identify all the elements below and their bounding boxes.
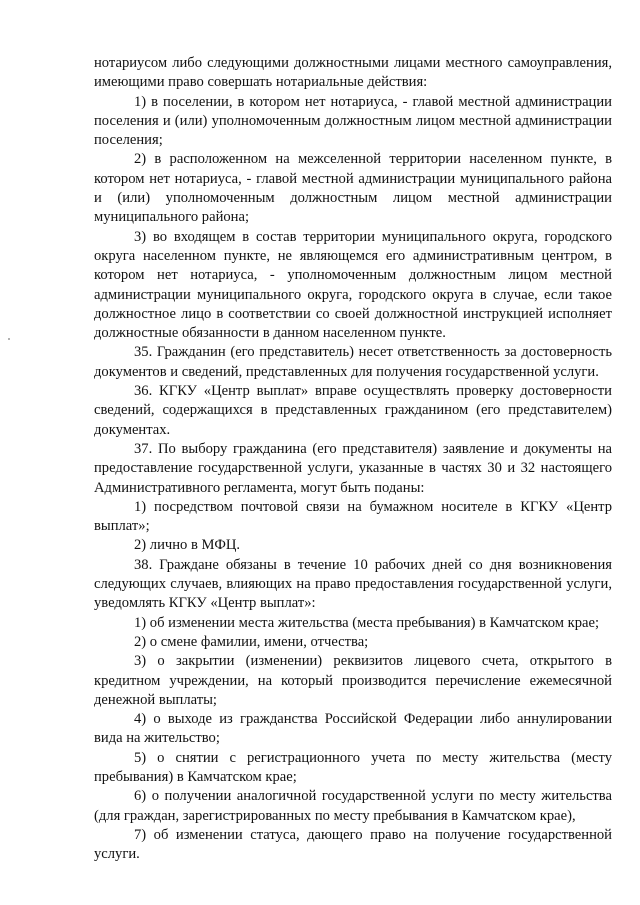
paragraph-38: 38. Граждане обязаны в течение 10 рабочих дней со дня возникновения следующих случаев, влияющих на право предоставления государственной услуги, уведомлять КГКУ «Центр выплат»: — [94, 556, 612, 612]
paragraph-38-item-7: 7) об изменении статуса, дающего право на получение государственной услуги. — [94, 826, 612, 863]
paragraph-38-item-6: 6) о получении аналогичной государственной услуги по месту жительства (для граждан, зарегистрированных по месту пребывания в Камчатском крае), — [94, 788, 612, 824]
scan-speck — [8, 338, 10, 340]
paragraph-38-item-5: 5) о снятии с регистрационного учета по месту жительства (месту пребывания) в Камчатском крае; — [94, 749, 612, 785]
paragraph-35: 35. Гражданин (его представитель) несет ответственность за достоверность документов и сведений, представленных для получения государственной услуги. — [94, 344, 612, 380]
paragraph-38-item-2: 2) о смене фамилии, имени, отчества; — [134, 633, 369, 650]
paragraph-continuation: нотариусом либо следующими должностными лицами местного самоуправления, имеющими право совершать нотариальные действия: — [94, 55, 612, 91]
document-body — [94, 54, 612, 864]
paragraph-36: 36. КГКУ «Центр выплат» вправе осуществлять проверку достоверности сведений, содержащихся в представленных гражданином (его представителем) документах. — [94, 383, 612, 438]
paragraph-37: 37. По выбору гражданина (его представителя) заявление и документы на предоставление государственной услуги, указанные в частях 30 и 32 настоящего Административного регламента, могут быть поданы: — [94, 440, 612, 496]
paragraph-37-item-1: 1) посредством почтовой связи на бумажном носителе в КГКУ «Центр выплат»; — [94, 498, 612, 535]
paragraph-38-item-4: 4) о выходе из гражданства Российской Федерации либо аннулировании вида на жительство; — [94, 711, 612, 747]
paragraph-item-2-intersettlement: 2) в расположенном на межселенной территории населенном пункте, в котором нет нотариуса, - главой местной администрации муниципального района и (или) уполномоченным должностным лицом местной администрации муниципального района; — [94, 151, 612, 226]
paragraph-37-item-2: 2) лично в МФЦ. — [134, 537, 241, 554]
paragraph-item-3-municipal-district: 3) во входящем в состав территории муниципального округа, городского округа населенном пункте, не являющемся его административным центром, в котором нет нотариуса, - уполномоченным должностным лицом местной администрации муниципального округа, городского округа в случае, если такое должностное лицо в соответствии со своей должностной инструкцией исполняет должностные обязанности в данном населенном пункте. — [94, 228, 612, 342]
paragraph-38-item-1: 1) об изменении места жительства (места пребывания) в Камчатском крае; — [134, 614, 600, 631]
paragraph-item-1-settlement: 1) в поселении, в котором нет нотариуса, - главой местной администрации поселения и (или) уполномоченным должностным лицом местной администрации поселения; — [94, 93, 612, 149]
paragraph-38-item-3: 3) о закрытии (изменении) реквизитов лицевого счета, открытого в кредитном учреждении, на который производится перечисление ежемесячной денежной выплаты; — [94, 653, 612, 708]
